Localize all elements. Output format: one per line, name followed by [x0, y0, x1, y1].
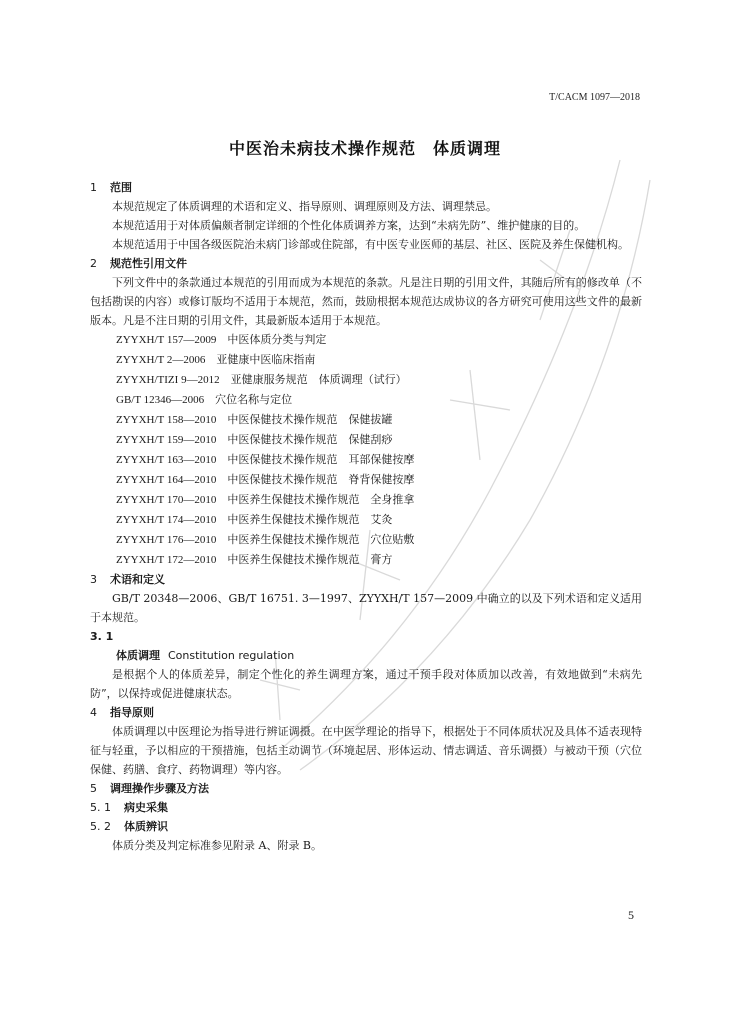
reference-title: 中医养生保健技术操作规范 全身推拿: [227, 493, 415, 506]
reference-code: ZYYXH/TIZI 9—2012: [116, 374, 220, 386]
reference-title: 中医保健技术操作规范 耳部保健按摩: [227, 453, 415, 466]
section-title: 调理操作步骤及方法: [110, 782, 209, 795]
term-chinese: 体质调理: [116, 649, 160, 662]
section-2-heading: [90, 254, 642, 273]
reference-title: 中医养生保健技术操作规范 穴位贴敷: [227, 533, 415, 546]
document-body: [90, 178, 642, 855]
section-5-heading: [90, 779, 642, 798]
reference-item: [90, 490, 642, 510]
subsection-number: 5. 2: [90, 820, 111, 833]
subsection-number: 5. 1: [90, 801, 111, 814]
reference-item: [90, 530, 642, 550]
reference-title: 中医保健技术操作规范 保健刮痧: [227, 433, 393, 446]
term-english: Constitution regulation: [168, 649, 295, 662]
reference-item: [90, 350, 642, 370]
section-3-heading: [90, 570, 642, 589]
section-title: 范围: [110, 181, 132, 194]
paragraph: 体质分类及判定标准参见附录 A、附录 B。: [112, 839, 323, 852]
reference-code: ZYYXH/T 176—2010: [116, 534, 217, 546]
reference-title: 亚健康服务规范 体质调理（试行）: [230, 373, 407, 386]
subsection-3-1-number: [90, 627, 642, 646]
subsection-number: 3. 1: [90, 630, 114, 643]
reference-title: 穴位名称与定位: [215, 393, 293, 406]
page-number: 5: [628, 908, 634, 922]
section-title: 指导原则: [110, 706, 154, 719]
reference-code: ZYYXH/T 159—2010: [116, 434, 217, 446]
paragraph: 本规范适用于中国各级医院治未病门诊部或住院部，有中医专业医师的基层、社区、医院及养生保健机构。: [112, 238, 629, 251]
reference-code: ZYYXH/T 174—2010: [116, 514, 217, 526]
reference-title: 亚健康中医临床指南: [216, 353, 316, 366]
section-number: 2: [90, 257, 97, 270]
reference-item: [90, 370, 642, 390]
subsection-title: 病史采集: [124, 801, 168, 814]
reference-code: ZYYXH/T 170—2010: [116, 494, 217, 506]
subsection-5-1-heading: [90, 798, 642, 817]
reference-item: [90, 450, 642, 470]
section-4-heading: [90, 703, 642, 722]
standard-number: T/CACM 1097—2018: [549, 92, 640, 103]
reference-code: ZYYXH/T 164—2010: [116, 474, 217, 486]
reference-item: [90, 510, 642, 530]
paragraph: 下列文件中的条款通过本规范的引用而成为本规范的条款。凡是注日期的引用文件，其随后所有的修改单（不包括勘误的内容）或修订版均不适用于本规范，然而，鼓励根据本规范达成协议的各方研究可使用这些文件的最新版本。凡是不注日期的引用文件，其最新版本适用于本规范。: [90, 276, 642, 327]
reference-item: [90, 470, 642, 490]
reference-title: 中医体质分类与判定: [227, 333, 327, 346]
term-definition: 是根据个人的体质差异，制定个性化的养生调理方案，通过干预手段对体质加以改善，有效地做到“未病先防”，以保持或促进健康状态。: [90, 668, 642, 700]
paragraph: 体质调理以中医理论为指导进行辨证调摄。在中医学理论的指导下，根据处于不同体质状况及具体不适表现特征与轻重，予以相应的干预措施，包括主动调节（环境起居、形体运动、情志调适、音乐调摄）与被动干预（穴位保健、药膳、食疗、药物调理）等内容。: [90, 725, 642, 776]
reference-code: ZYYXH/T 157—2009: [116, 334, 217, 346]
reference-item: [90, 410, 642, 430]
paragraph: 本规范规定了体质调理的术语和定义、指导原则、调理原则及方法、调理禁忌。: [112, 200, 497, 213]
reference-item: [90, 390, 642, 410]
section-number: 3: [90, 573, 97, 586]
section-title: 术语和定义: [110, 573, 165, 586]
reference-item: [90, 550, 642, 570]
reference-code: ZYYXH/T 172—2010: [116, 554, 217, 566]
reference-title: 中医养生保健技术操作规范 膏方: [227, 553, 393, 566]
term-entry: [90, 646, 642, 665]
subsection-title: 体质辨识: [124, 820, 168, 833]
reference-title: 中医养生保健技术操作规范 艾灸: [227, 513, 393, 526]
section-number: 1: [90, 181, 97, 194]
subsection-5-2-heading: [90, 817, 642, 836]
paragraph: GB/T 20348—2006、GB/T 16751. 3—1997、ZYYXH/T 157—2009 中确立的以及下列术语和定义适用于本规范。: [90, 592, 642, 624]
reference-item: [90, 430, 642, 450]
paragraph: 本规范适用于对体质偏颇者制定详细的个性化体质调养方案，达到“未病先防”、维护健康的目的。: [112, 219, 586, 232]
document-title: 中医治未病技术操作规范 体质调理: [228, 139, 501, 158]
reference-item: [90, 330, 642, 350]
reference-list: [90, 330, 642, 570]
reference-code: ZYYXH/T 158—2010: [116, 414, 217, 426]
reference-code: ZYYXH/T 2—2006: [116, 354, 206, 366]
reference-title: 中医保健技术操作规范 脊背保健按摩: [227, 473, 415, 486]
section-number: 5: [90, 782, 97, 795]
reference-code: ZYYXH/T 163—2010: [116, 454, 217, 466]
section-title: 规范性引用文件: [110, 257, 187, 270]
reference-title: 中医保健技术操作规范 保健拔罐: [227, 413, 393, 426]
section-1-heading: [90, 178, 642, 197]
section-number: 4: [90, 706, 97, 719]
reference-code: GB/T 12346—2006: [116, 394, 205, 406]
